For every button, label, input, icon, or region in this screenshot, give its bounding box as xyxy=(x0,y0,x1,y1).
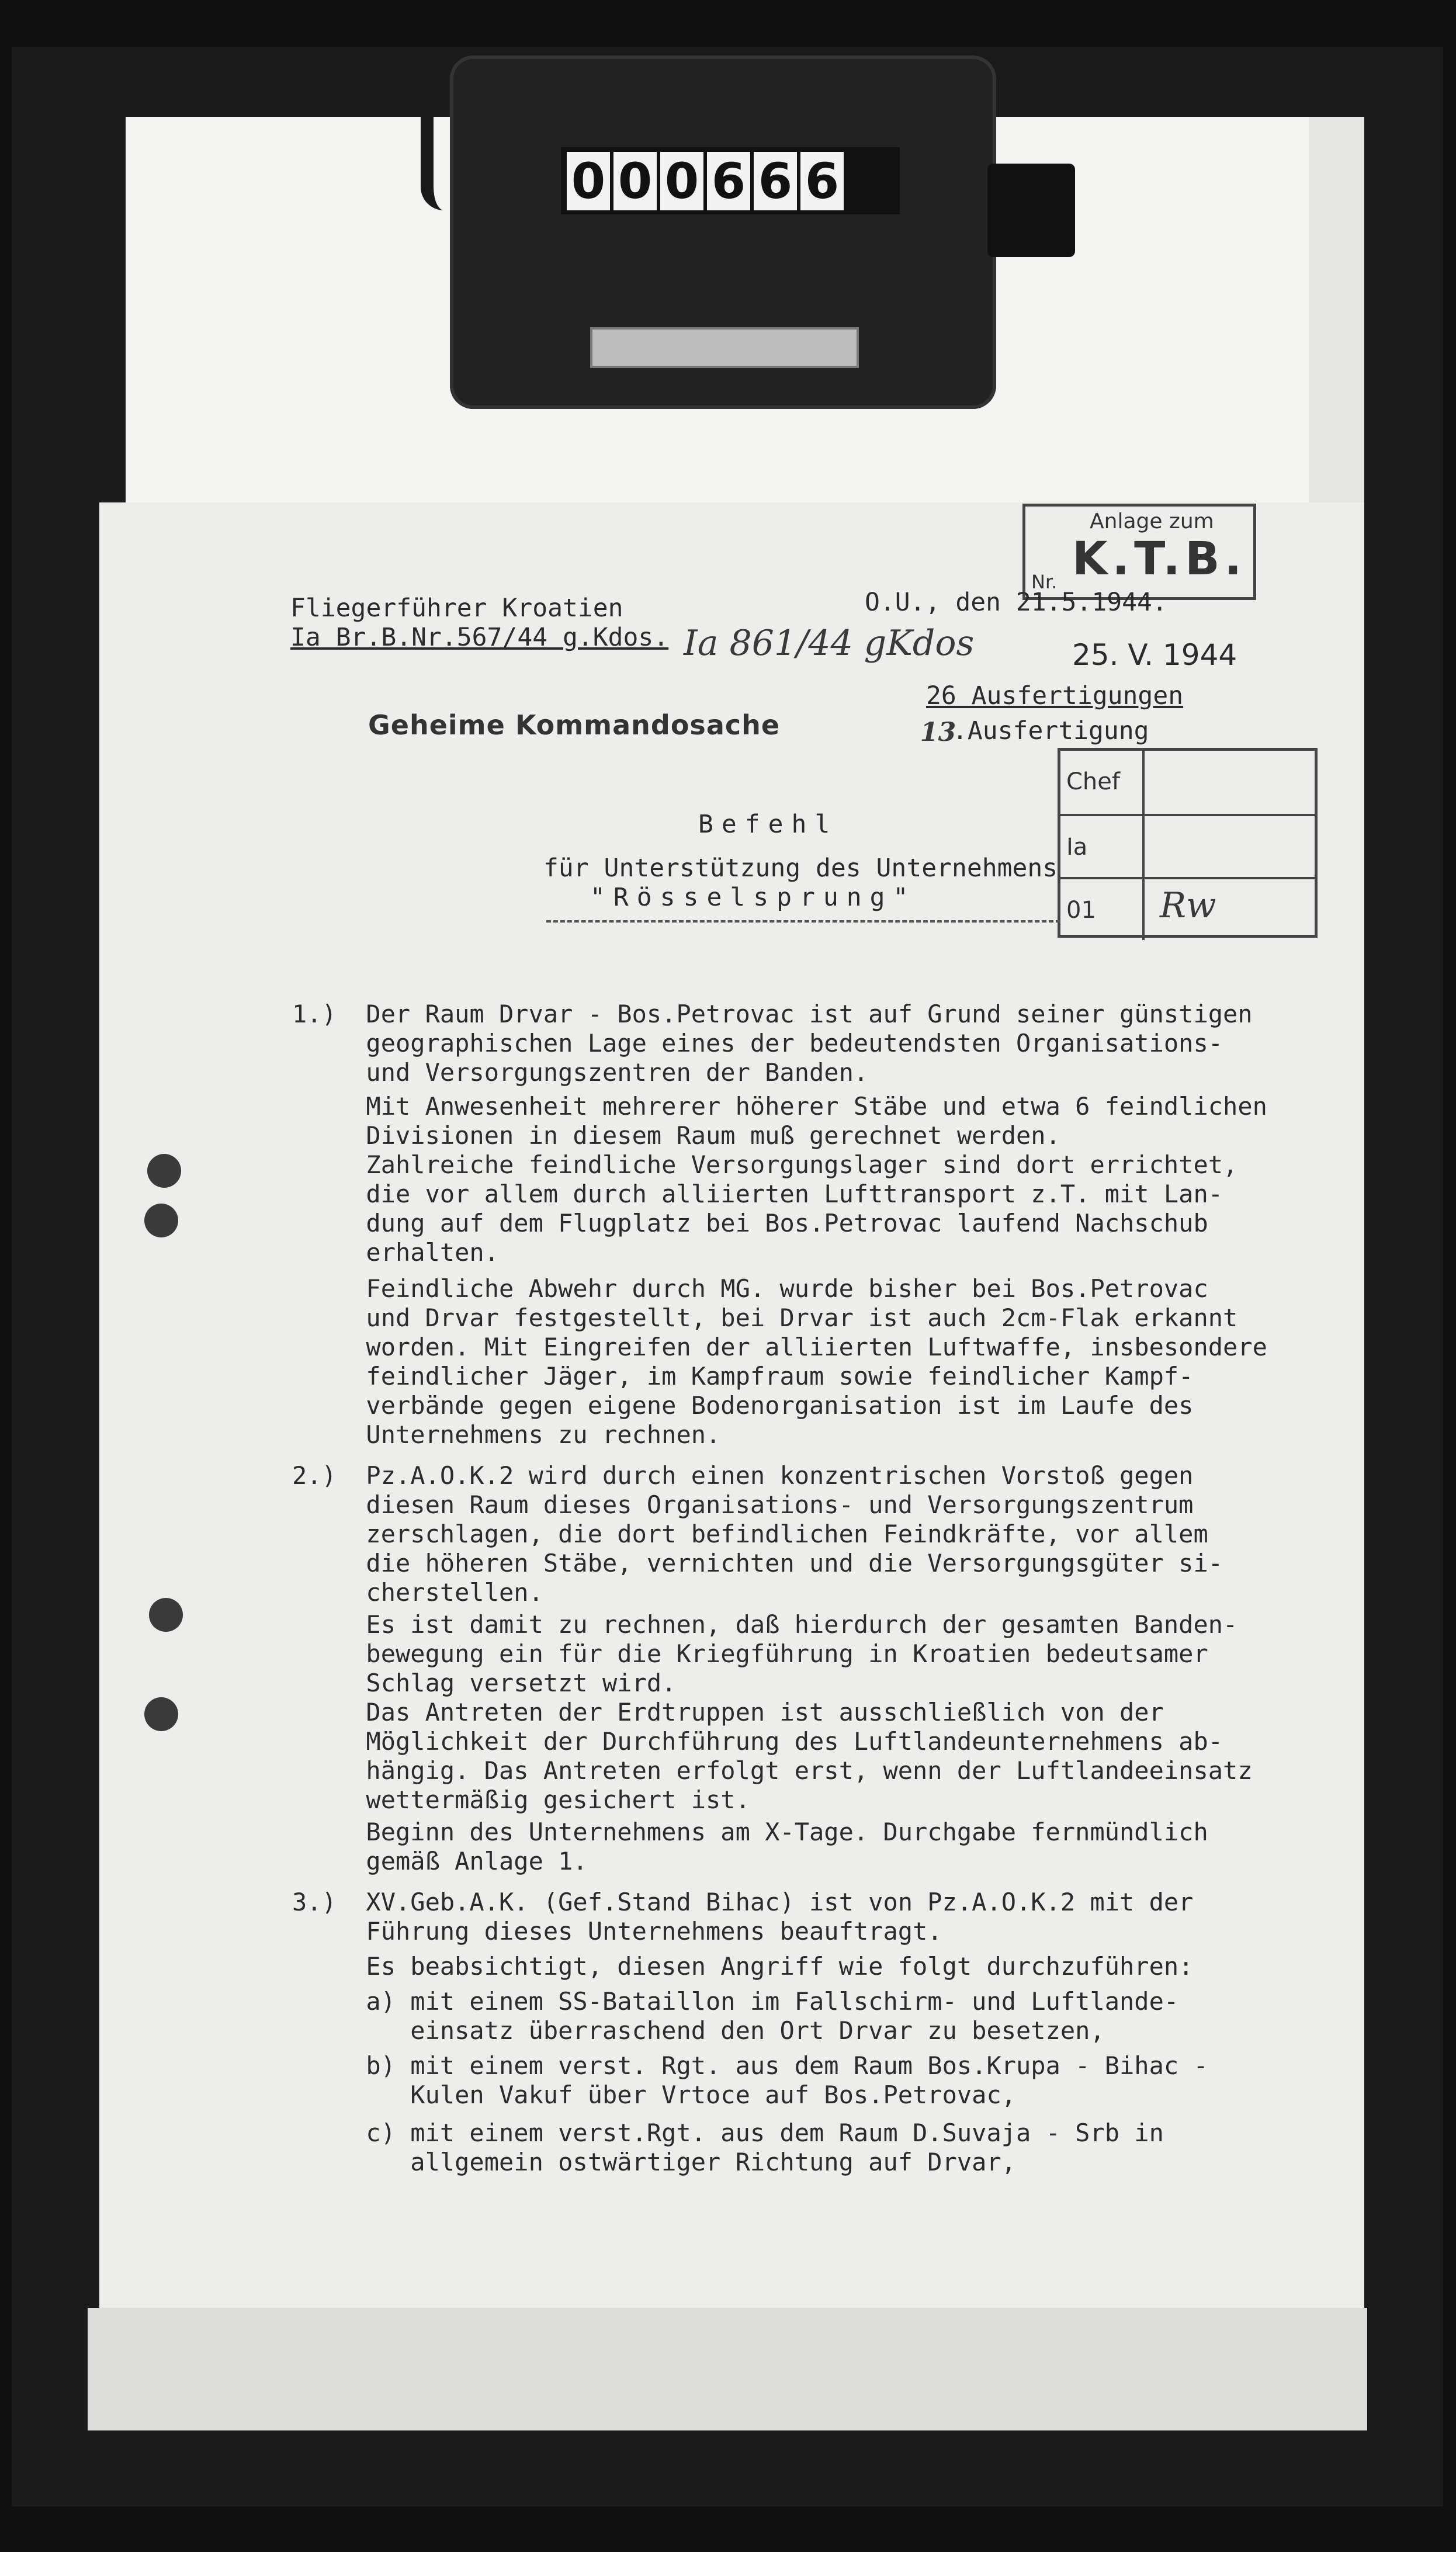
handwritten-reference: Ia 861/44 gKdos xyxy=(684,623,975,664)
body-line: Möglichkeit der Durchführung des Luftlandeunternehmens ab- xyxy=(292,1727,1223,1756)
counter-digit: 0 xyxy=(613,152,657,210)
counter-digit: 0 xyxy=(660,152,703,210)
body-line: Das Antreten der Erdtruppen ist ausschließlich von der xyxy=(292,1698,1164,1726)
punch-hole xyxy=(144,1204,178,1237)
operation-name: "Rösselsprung" xyxy=(590,883,917,912)
body-line: Divisionen in diesem Raum muß gerechnet werden. xyxy=(292,1121,1060,1150)
body-line: Feindliche Abwehr durch MG. wurde bisher bei Bos.Petrovac xyxy=(292,1274,1208,1303)
place-date: O.U., den 21.5.1944. xyxy=(865,588,1167,617)
counter-knob xyxy=(987,164,1075,257)
counter-display xyxy=(561,147,900,214)
body-line: Zahlreiche feindliche Versorgungslager sind dort errichtet, xyxy=(292,1150,1238,1179)
distribution-label: 01 xyxy=(1066,897,1096,924)
body-line: wettermäßig gesichert ist. xyxy=(292,1785,750,1814)
body-line: Unternehmens zu rechnen. xyxy=(292,1420,721,1449)
distribution-label: Chef xyxy=(1066,768,1120,795)
body-line: Beginn des Unternehmens am X-Tage. Durchgabe fernmündlich xyxy=(292,1818,1208,1846)
ktb-stamp-nr: Nr. xyxy=(1031,571,1058,593)
body-line: einsatz überraschend den Ort Drvar zu besetzen, xyxy=(292,2016,1105,2045)
distribution-label: Ia xyxy=(1066,834,1088,861)
ktb-stamp-main: K.T.B. xyxy=(1072,533,1247,585)
body-line: erhalten. xyxy=(292,1238,500,1267)
order-title: Befehl xyxy=(698,810,838,839)
body-line: Schlag versetzt wird. xyxy=(292,1669,677,1697)
body-line: c) mit einem verst.Rgt. aus dem Raum D.Suvaja - Srb in xyxy=(292,2118,1164,2147)
body-line: Es beabsichtigt, diesen Angriff wie folgt durchzuführen: xyxy=(292,1952,1194,1981)
body-line: 3.) XV.Geb.A.K. (Gef.Stand Bihac) ist von Pz.A.O.K.2 mit der xyxy=(292,1888,1194,1916)
body-line: hängig. Das Antreten erfolgt erst, wenn der Luftlandeeinsatz xyxy=(292,1756,1253,1785)
distribution-row xyxy=(1060,814,1315,877)
body-line: allgemein ostwärtiger Richtung auf Drvar, xyxy=(292,2148,1017,2176)
page-bottom-strip xyxy=(88,2308,1367,2430)
distribution-divider xyxy=(1142,879,1145,940)
distribution-row xyxy=(1060,877,1315,940)
title-underline xyxy=(546,920,1060,923)
counter-nameplate xyxy=(590,327,859,368)
body-line: dung auf dem Flugplatz bei Bos.Petrovac laufend Nachschub xyxy=(292,1209,1208,1237)
body-line: feindlicher Jäger, im Kampfraum sowie feindlicher Kampf- xyxy=(292,1362,1194,1391)
classification-stamp: Geheime Kommandosache xyxy=(368,709,781,741)
body-line: zerschlagen, die dort befindlichen Feindkräfte, vor allem xyxy=(292,1520,1208,1548)
distribution-divider xyxy=(1142,816,1145,877)
order-subtitle: für Unterstützung des Unternehmens xyxy=(543,854,1058,883)
copy-number-text: .Ausfertigung xyxy=(952,716,1149,746)
body-line: geographischen Lage eines der bedeutendsten Organisations- xyxy=(292,1029,1223,1057)
body-line: die vor allem durch alliierten Lufttransport z.T. mit Lan- xyxy=(292,1180,1223,1208)
punch-hole xyxy=(147,1154,181,1188)
body-line: worden. Mit Eingreifen der alliierten Luftwaffe, insbesondere xyxy=(292,1333,1267,1361)
punch-hole xyxy=(144,1697,178,1731)
received-date-stamp: 25. V. 1944 xyxy=(1072,638,1237,672)
counter-digit: 6 xyxy=(800,152,844,210)
body-line: a) mit einem SS-Bataillon im Fallschirm- und Luftlande- xyxy=(292,1987,1179,2016)
body-line: 2.) Pz.A.O.K.2 wird durch einen konzentrischen Vorstoß gegen xyxy=(292,1461,1194,1490)
ktb-stamp-top: Anlage zum xyxy=(1090,509,1214,533)
body-line: diesen Raum dieses Organisations- und Versorgungszentrum xyxy=(292,1490,1194,1519)
body-line: verbände gegen eigene Bodenorganisation ist im Laufe des xyxy=(292,1391,1194,1420)
body-line: b) mit einem verst. Rgt. aus dem Raum Bos.Krupa - Bihac - xyxy=(292,2051,1208,2080)
body-line: Kulen Vakuf über Vrtoce auf Bos.Petrovac, xyxy=(292,2081,1017,2109)
body-line: Mit Anwesenheit mehrerer höherer Stäbe und etwa 6 feindlichen xyxy=(292,1092,1267,1121)
reference-number: Ia Br.B.Nr.567/44 g.Kdos. xyxy=(290,623,669,652)
body-line: bewegung ein für die Kriegführung in Kroatien bedeutsamer xyxy=(292,1639,1208,1668)
body-line: Es ist damit zu rechnen, daß hierdurch der gesamten Banden- xyxy=(292,1610,1238,1639)
body-line: die höheren Stäbe, vernichten und die Versorgungsgüter si- xyxy=(292,1549,1223,1577)
body-line: und Drvar festgestellt, bei Drvar ist auch 2cm-Flak erkannt xyxy=(292,1303,1238,1332)
body-line: 1.) Der Raum Drvar - Bos.Petrovac ist auf Grund seiner günstigen xyxy=(292,1000,1253,1028)
counter-digit: 6 xyxy=(707,152,750,210)
copy-number-handwritten: 13 xyxy=(920,717,956,747)
body-line: Führung dieses Unternehmens beauftragt. xyxy=(292,1917,942,1946)
ktb-stamp xyxy=(1022,504,1256,600)
copies-count: 26 Ausfertigungen xyxy=(926,681,1184,710)
issuing-unit: Fliegerführer Kroatien xyxy=(290,594,623,623)
counter-digit: 6 xyxy=(754,152,797,210)
distribution-row xyxy=(1060,751,1315,814)
distribution-stamp xyxy=(1058,748,1318,938)
counter-digit: 0 xyxy=(567,152,610,210)
punch-hole xyxy=(149,1598,183,1632)
body-line: und Versorgungszentren der Banden. xyxy=(292,1058,869,1087)
body-line: cherstellen. xyxy=(292,1578,543,1607)
body-line: gemäß Anlage 1. xyxy=(292,1847,588,1875)
distribution-divider xyxy=(1142,751,1145,814)
distribution-initials: Rw xyxy=(1160,885,1216,926)
